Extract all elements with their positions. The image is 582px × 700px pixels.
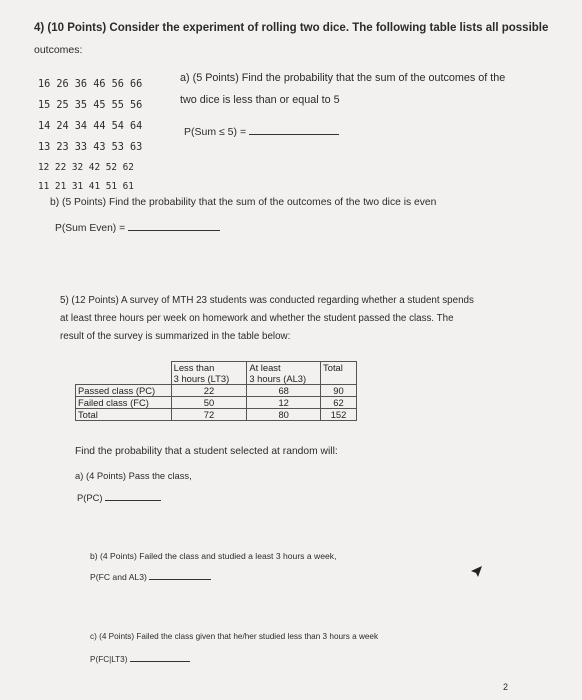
q5-find: Find the probability that a student selected at random will: [75, 446, 338, 457]
cell-value: 72 [171, 409, 247, 421]
q5-part-a-answer [77, 492, 161, 503]
table-row [76, 385, 357, 397]
col-header-line: At least [249, 362, 281, 373]
row-label: Total [76, 409, 172, 421]
outcome-row: 15 25 35 45 55 56 [38, 100, 143, 111]
q4-subtitle: outcomes: [34, 44, 83, 56]
cell-value: 90 [321, 385, 357, 397]
table-corner-cell [76, 362, 172, 385]
row-label: Passed class (PC) [76, 385, 172, 397]
q5-part-a-answer-label: P(PC) [77, 492, 103, 503]
cursor-arrow-icon [470, 565, 484, 579]
answer-blank [249, 133, 339, 135]
q5-part-b-answer-label: P(FC and AL3) [90, 572, 147, 582]
col-header-line: 3 hours (AL3) [249, 373, 307, 384]
answer-blank [128, 229, 220, 231]
q5-line3: result of the survey is summarized in the table below: [60, 331, 291, 342]
row-label: Failed class (FC) [76, 397, 172, 409]
cell-value: 62 [321, 397, 357, 409]
outcome-row: 11 21 31 41 51 61 [38, 181, 134, 192]
q5-part-c-answer-label: P(FC|LT3) [90, 655, 128, 664]
q5-part-c-answer [90, 655, 190, 664]
q4-part-a-answer [184, 126, 339, 138]
cell-value: 22 [171, 385, 247, 397]
cell-value: 12 [247, 397, 321, 409]
col-header-line: 3 hours (LT3) [173, 373, 230, 384]
col-header-al3 [247, 362, 321, 385]
outcomes-grid [38, 74, 142, 196]
q5-part-c: c) (4 Points) Failed the class given that he/her studied less than 3 hours a week [90, 632, 379, 641]
outcome-row: 16 26 36 46 56 66 [38, 79, 143, 90]
col-header-lt3 [171, 362, 247, 385]
answer-blank [130, 660, 190, 662]
q4-part-b: b) (5 Points) Find the probability that the sum of the outcomes of the two dice is even [50, 197, 437, 208]
q4-title: 4) (10 Points) Consider the experiment of rolling two dice. The following table lists all possible [34, 22, 549, 34]
table-header-row [76, 362, 357, 385]
outcome-row: 13 23 33 43 53 63 [38, 142, 143, 153]
q4-part-a-answer-label: P(Sum ≤ 5) = [184, 126, 247, 138]
cell-value: 152 [321, 409, 357, 421]
answer-blank [149, 578, 211, 580]
answer-blank [105, 499, 161, 501]
q4-part-a-line1: a) (5 Points) Find the probability that the sum of the outcomes of the [180, 72, 506, 84]
q5-part-b: b) (4 Points) Failed the class and studied a least 3 hours a week, [90, 551, 337, 561]
cell-value: 68 [247, 385, 321, 397]
q4-part-b-answer-label: P(Sum Even) = [55, 223, 126, 234]
cell-value: 50 [171, 397, 247, 409]
cell-value: 80 [247, 409, 321, 421]
q5-part-b-answer [90, 572, 211, 582]
table-row [76, 409, 357, 421]
survey-table [75, 361, 357, 421]
q4-part-b-answer [55, 223, 220, 234]
page-number: 2 [503, 682, 509, 692]
q5-part-a: a) (4 Points) Pass the class, [75, 470, 192, 481]
table-row [76, 397, 357, 409]
outcome-row: 12 22 32 42 52 62 [38, 162, 134, 173]
col-header-line: Less than [173, 362, 215, 373]
q5-line2: at least three hours per week on homework and whether the student passed the class. The [60, 313, 454, 324]
outcome-row: 14 24 34 44 54 64 [38, 121, 143, 132]
q5-line1: 5) (12 Points) A survey of MTH 23 students was conducted regarding whether a student spends [60, 295, 474, 306]
q4-part-a-line2: two dice is less than or equal to 5 [180, 94, 340, 106]
col-header-total: Total [321, 362, 357, 385]
